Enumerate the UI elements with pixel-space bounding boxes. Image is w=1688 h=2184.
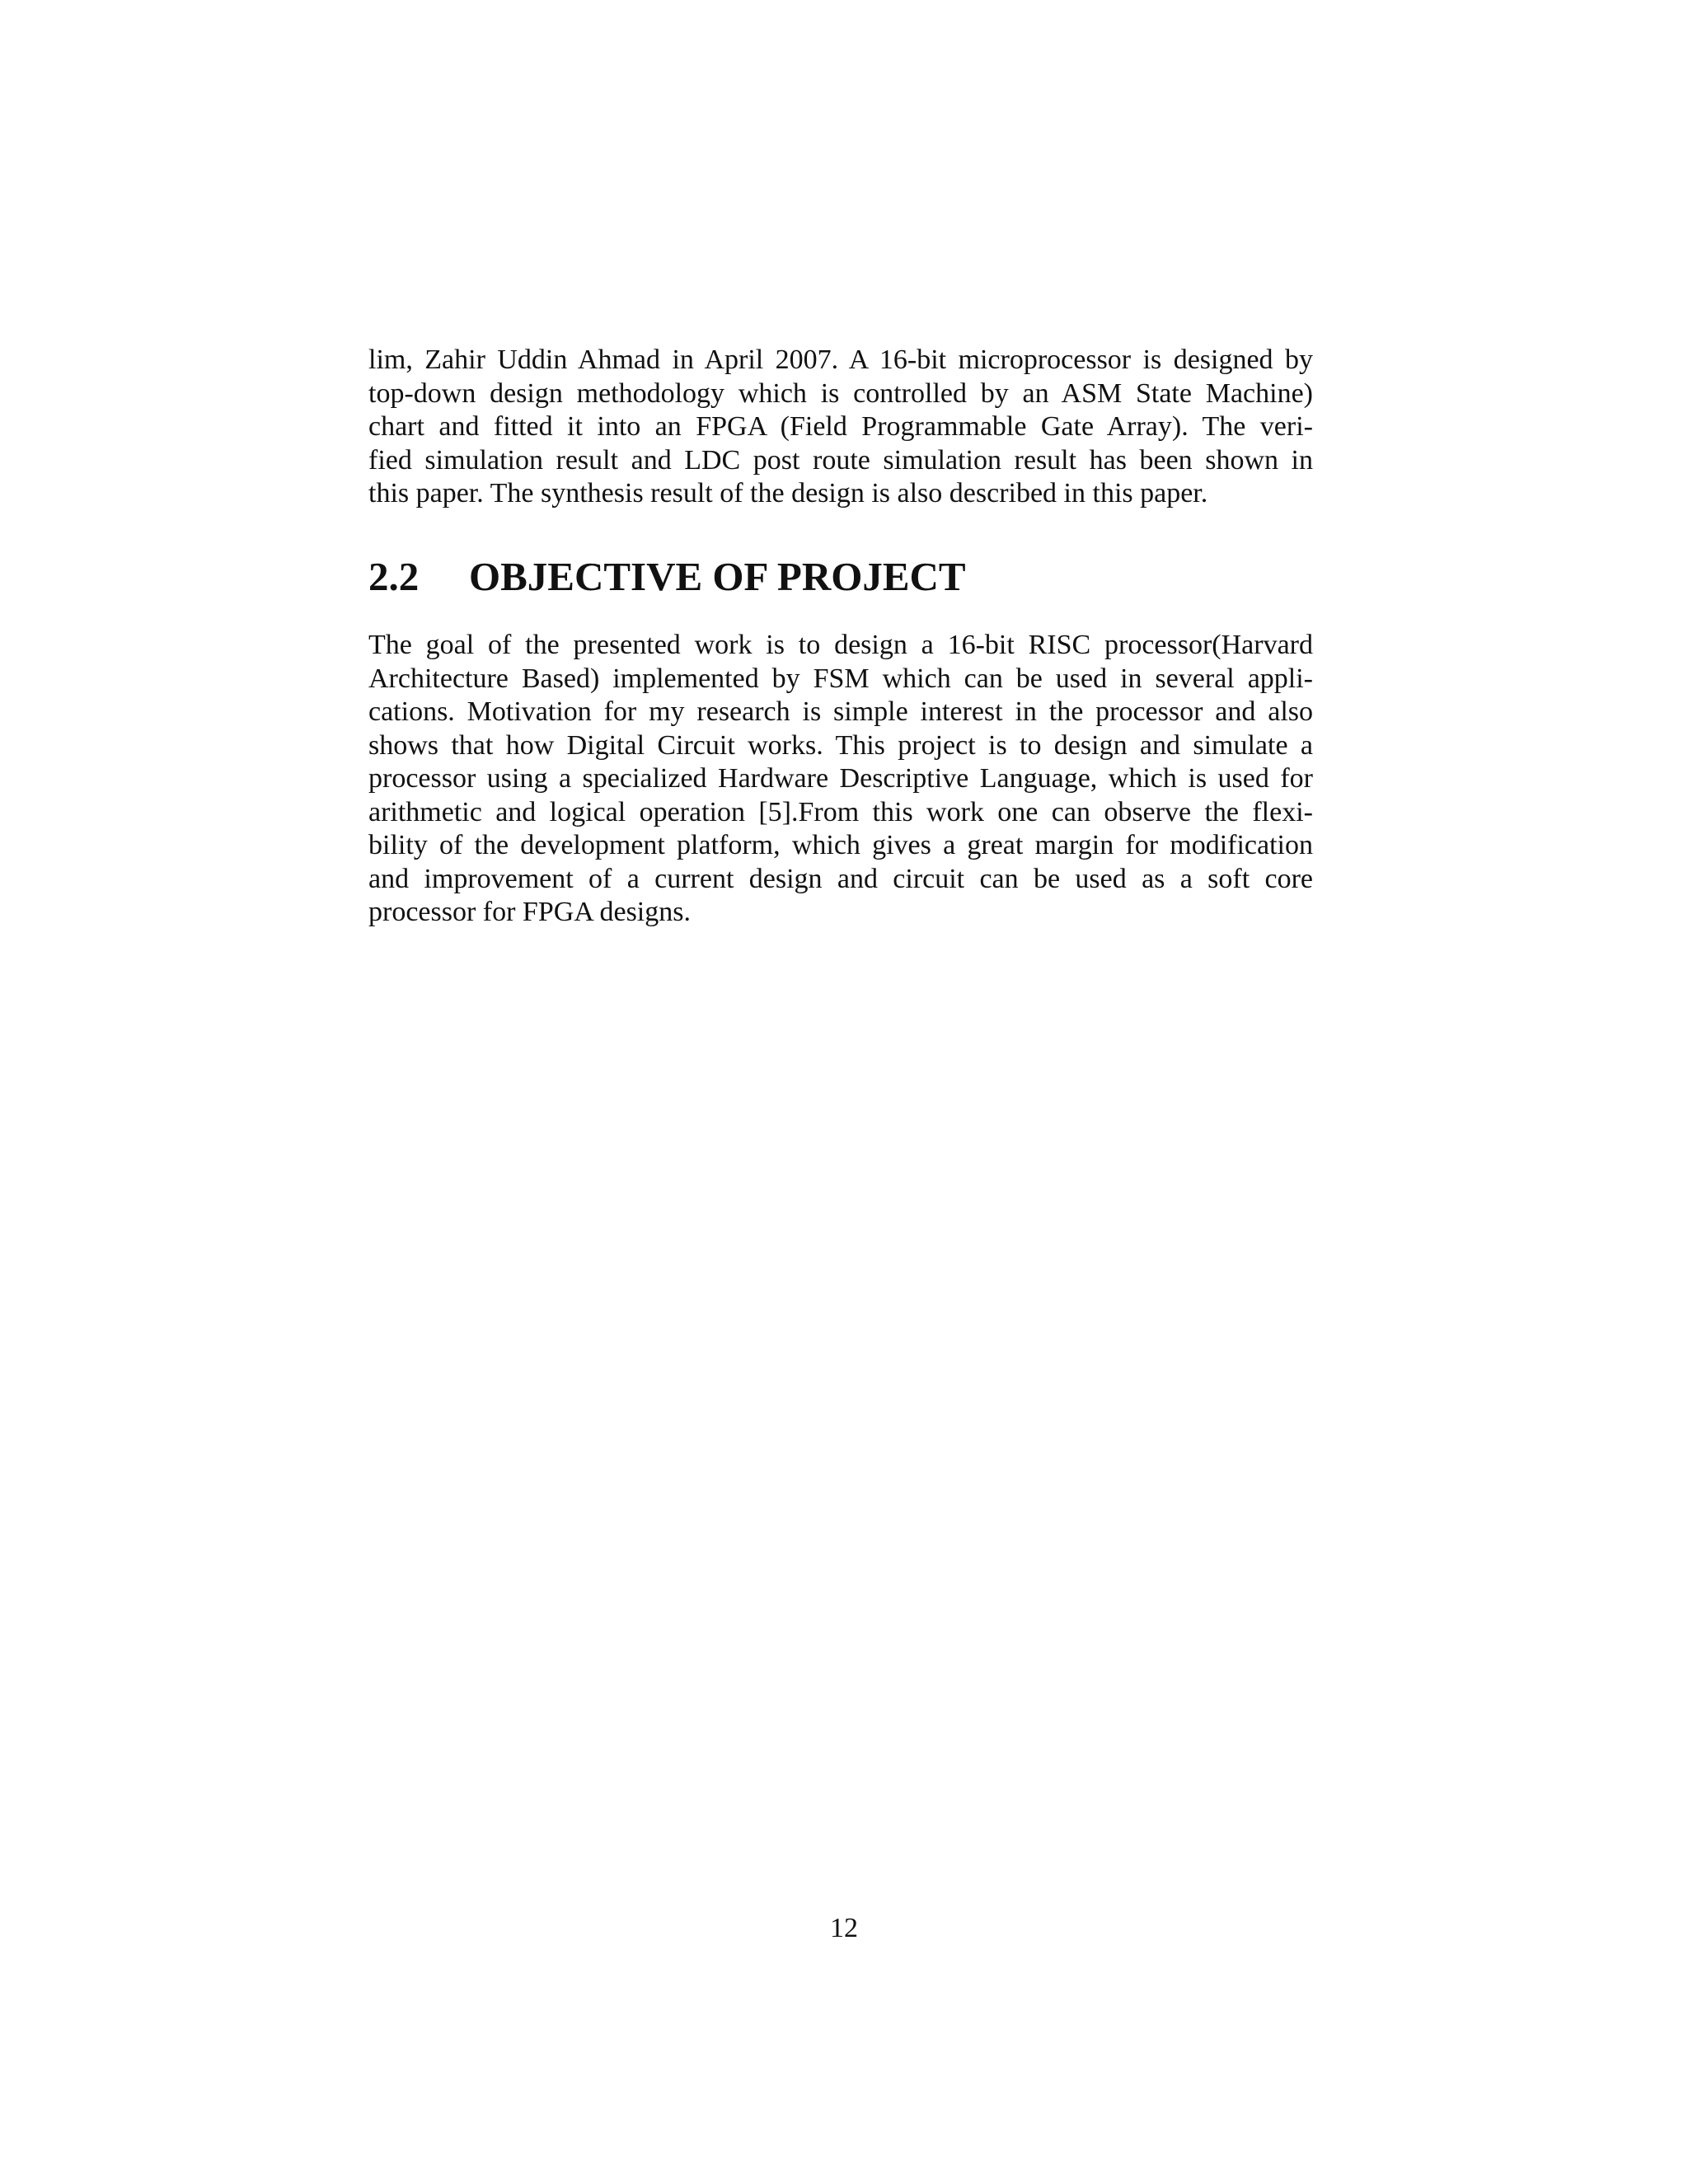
page-number: 12: [830, 1913, 858, 1943]
paragraph-line: shows that how Digital Circuit works. This project is to design and simulate a: [368, 729, 1313, 761]
paragraph-line: this paper. The synthesis result of the design is also described in this paper.: [368, 478, 1208, 509]
paragraph-line: The goal of the presented work is to design a 16-bit RISC processor(Harvard: [368, 630, 1313, 660]
section-title: OBJECTIVE OF PROJECT: [469, 554, 966, 599]
section-heading: [368, 552, 966, 602]
paragraph-line: top-down design methodology which is controlled by an ASM State Machine): [368, 377, 1313, 409]
section-number: 2.2: [368, 554, 420, 599]
paragraph-line: processor for FPGA designs.: [368, 897, 691, 927]
paragraph-line: processor using a specialized Hardware Descriptive Language, which is used for: [368, 763, 1313, 794]
paragraph-line: fied simulation result and LDC post route simulation result has been shown in: [368, 444, 1313, 476]
paragraph-line: chart and fitted it into an FPGA (Field Programmable Gate Array). The veri-: [368, 411, 1313, 442]
paragraph-line: lim, Zahir Uddin Ahmad in April 2007. A 16-bit microprocessor is designed by: [368, 344, 1313, 375]
paragraph-line: arithmetic and logical operation [5].From this work one can observe the flexi-: [368, 796, 1313, 827]
paragraph-line: cations. Motivation for my research is simple interest in the processor and also: [368, 696, 1313, 727]
objective-paragraph: [368, 629, 1313, 930]
paragraph-line: Architecture Based) implemented by FSM which can be used in several appli-: [368, 663, 1313, 694]
paragraph-line: and improvement of a current design and circuit can be used as a soft core: [368, 863, 1313, 894]
intro-paragraph: [368, 344, 1313, 511]
paragraph-line: bility of the development platform, which gives a great margin for modification: [368, 830, 1313, 860]
